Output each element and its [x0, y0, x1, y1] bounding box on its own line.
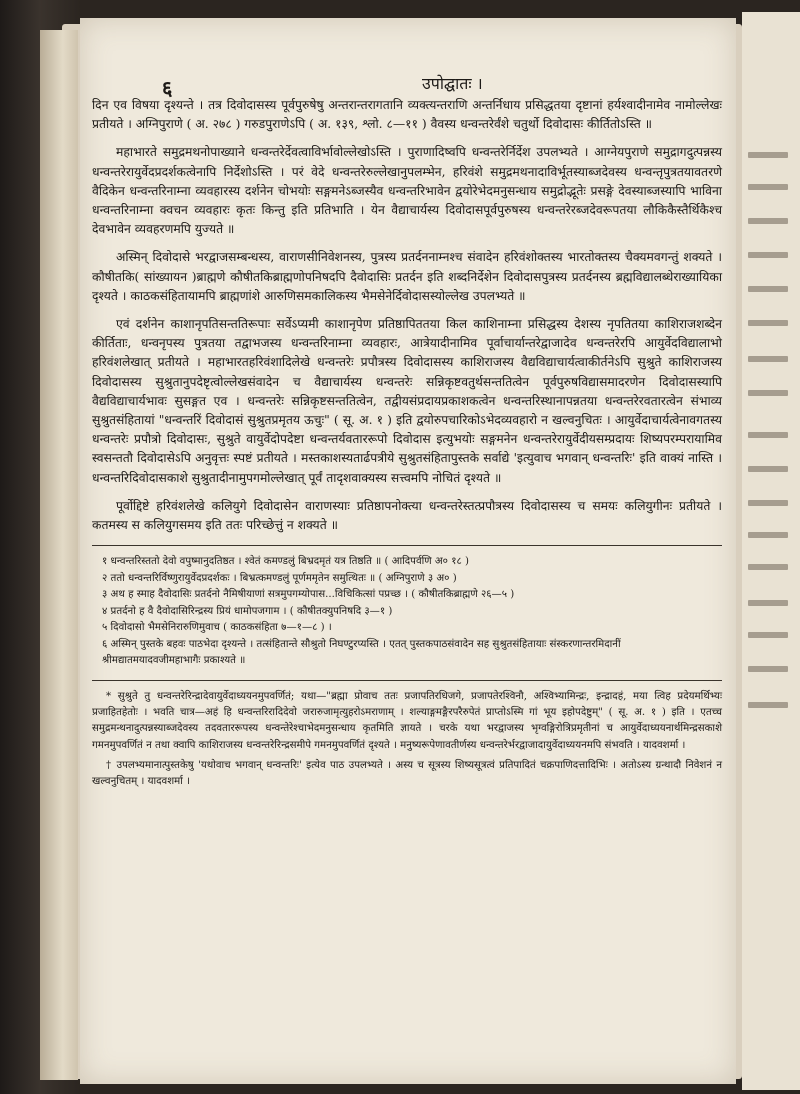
editor-note: * सुश्रुते तु धन्वन्तरेरिन्द्रादेवायुर्वेदाध्ययनमुपवर्णितं; यथा—"ब्रह्मा प्रोवाच ततः प्रजापतिरधिजगे, प्रजापतेरश्विनौ, अश्विभ्यामिन्द्रः, इन्द्रादहं, मया त्विह प्रदेयमर्थिभ्यः प्रजाहितहेतोः । भवति चात्र—अहं हि धन्वन्तरिरादिदेवो जरारुजामृत्युहरोऽमराणाम् । शल्याङ्गमङ्गैरपरैरुपेतं प्राप्तोऽस्मि गां भूय इहोपदेष्टुम्" ( सू. अ. १ ) इति । एतच्च समुद्रमन्थनादुत्पन्नस्याब्जदेवस्य तदवताररूपस्य धन्वन्तेरेश्चाभेदमनुसन्धाय कृतमिति ज्ञायते । चरके यथा भरद्वाजस्य भृग्वङ्गिरोत्रिप्रमृतीनां च आयुर्वेदाध्ययनार्थमिन्द्रसकाशे गमनमुपवर्णितं न तथा क्वापि काशिराजस्य धन्वन्तरेरिन्द्रसमीपे गमनमुपवर्णितं दृश्यते । मनुष्यरूपेणावतीर्णस्य धन्वन्तरेर्भरद्वाजादायुर्वेदाध्ययनमपि संभवति । यादवशर्मा ।: [92, 690, 722, 751]
paragraph: दिन एव विषया दृश्यन्ते । तत्र दिवोदासस्य पूर्वपुरुषेषु अन्तरान्तरागतानि व्यक्त्यन्तराणि अन्तर्निधाय प्रसिद्धतया दृष्टानां हर्यश्वादीनामेव नामोल्लेखः प्रतीयते । अग्निपुराणे ( अ. २७८ ) गरुडपुराणेऽपि ( अ. १३९, श्लो. ८—११ ) वैवस्य धन्वन्तरेर्वंशे चतुर्थो दिवोदासः कीर्तितोऽस्ति ॥: [92, 98, 722, 132]
paragraph: महाभारते समुद्रमथनोपाख्याने धन्वन्तरेर्देवत्वाविर्भावोल्लेखोऽस्ति । पुराणादिष्वपि धन्वन्तरेर्निर्देश उपलभ्यते । आग्नेयपुराणे समुद्रागदुत्पन्नस्य धन्वन्तरेरायुर्वेदप्रदर्शकत्वेनापि निर्देशोऽस्ति । परं वेदे धन्वन्तरेरुल्लेखानुपलम्भेन, हरिवंशे समुद्रमथनादाविर्भूतस्याब्जदेवस्य धन्वन्तृपुत्रतयावतरणे वैदिकेन धन्वन्तरिनाम्ना व्यवहारस्य दर्शनेन चोभयोः सङ्गमनेऽब्जस्यैव धन्वन्तरिभावेन द्वयोरेभेदमनुसन्धाय समुद्रोद्भूतेः प्रसङ्गे देवस्याब्जस्यापि भाविना धन्वन्तरिनाम्ना क्वचन व्यवहारः कृतः किन्तु इति प्रतिभाति । येन वैद्याचार्यस्य दिवोदासपूर्वपुरुषस्य धन्वन्तरेरब्जदेवरूपतया लौकिकैस्तैर्थिकैश्च देवभावेन व्यवहरणमपि युज्यते ॥: [92, 145, 722, 237]
editor-note: † उपलभ्यमानात्पुस्तकेषु 'यथोवाच भगवान् धन्वन्तरिः' इत्येव पाठ उपलभ्यते । अस्य च सूत्रस्य शिष्यसूत्रत्वं प्रतिपादितं चक्रपाणिदत्तादिभिः । अतोऽस्य ग्रन्थादौ निवेशनं न खल्वनुचितम् । यादवशर्मा ।: [92, 759, 722, 788]
paragraph: एवं दर्शनेन काशानृपतिसन्ततिरूपाः सर्वेऽप्यमी काशानृपेण प्रतिष्ठापिततया किल काशिनाम्ना प्रसिद्धस्य देशस्य नृपतितया काशिराजशब्देन कीर्तिताः, धन्वनृपस्य पुत्रतया तद्वाभजस्य धन्वन्तरिनाम्ना व्यवहारः, आत्रेयादीनामिव पूर्वाचार्यान्तरेद्वाजादेव धन्वन्तरेरपि आयुर्वेदविद्यालाभो हरिवंशलेखात् प्रतीयते । महाभारतहरिवंशादिलेखे धन्वन्तरेः प्रपौत्रस्य दिवोदासस्य काशिराजस्य वैद्यविद्याचार्यत्वाकीर्तनेऽपि सुश्रुते काशिराजस्य दिवोदासस्य सुश्रुतानुपदेष्टृत्वोल्लेखसंवादेन च वैद्याचार्यस्य धन्वन्तरेः सन्निकृष्टवतुर्थसन्ततित्वेन पूर्वपुरुषविद्यासमादरणेन दिवोदासस्यापि वैद्यविद्याचार्यभावः सुसङ्गत एव । धन्वन्तरेः सन्निकृष्टसन्ततित्वेन, तद्वीयसंप्रदायप्रकाशकत्वेन धन्वन्तरिस्थानापन्नतया धन्वन्तरेरवतारत्वेन संभाव्य सुश्रुतसंहितायां "धन्वन्तरिं दिवोदासं सुश्रुतप्रमृतय ऊचुः" ( सू. अ. १ ) इति द्वयोरुपचारिकोऽभेदव्यवहारो न खल्वनुचितः । आयुर्वेदाचार्यत्वेनावगतस्य धन्वन्तरेः प्रपौत्रो दिवोदासः, सुश्रुते वायुर्वेदोपदेष्टा धन्वन्तर्यवताररूपो दिवोदास इत्युभयोः सङ्गमनेन धन्वन्तरेरायुर्वेदीयसम्प्रदायः शिष्यपरम्परायामिव स्वसन्ततौ दिवोदासेऽपि अनुवृत्तः स्पष्टं प्रतीयते । मस्तकाशस्यतार्ढपत्रीये सुश्रुतसंहितापुस्तके सर्वाद्ये 'इत्युवाच भगवान् धन्वन्तरिः' इति वाक्यं नास्ति । धन्वन्तरिदिवोदासकाशे सुश्रुतादीनामुपगमोल्लेखात् पूर्वं तादृशवाक्यस्य सत्त्वमपि नोचितं दृश्यते ॥: [92, 317, 722, 485]
note-divider: [92, 680, 722, 681]
paragraph: पूर्वोद्दिष्टे हरिवंशलेखे कलियुगे दिवोदासेन वाराणस्याः प्रतिष्ठापनोक्त्या धन्वन्तरेस्तत्प्रपौत्रस्य दिवोदासस्य च समयः कलियुगीनः प्रतीयते । कतमस्य स कलियुगसमय इति ततः परिच्छेत्तुं न शक्यते ॥: [92, 498, 722, 533]
footnote-divider: [92, 545, 722, 546]
footnote: ६ अस्मिन् पुस्तके बहवः पाठभेदा दृश्यन्ते । तत्संहितान्ते सौश्रुतो निघण्टुरप्यस्ति । एतत् पुस्तकपाठसंवादेन सह सुश्रुतसंहितायाः संस्करणान्तरमिदानीं श्रीमद्यातमयादवजीमहाभागैः प्रकाश्यते ॥: [102, 638, 621, 667]
page-content: [92, 60, 722, 1060]
footnote: २ ततो धन्वन्तरिर्विष्णुरायुर्वेदप्रदर्शकः । बिभ्रत्कमण्डलुं पूर्णममृतेन समुत्थितः ॥ ( अग्निपुराणे ३ अ० ): [102, 572, 457, 584]
footnote-list: [92, 554, 722, 670]
footnote: १ धन्वन्तरिस्ततो देवो वपुष्मानुदतिष्ठत । श्वेतं कमण्डलुं बिभ्रदमृतं यत्र तिष्ठति ॥ ( आदिपर्वणि अ० १८ ): [102, 556, 470, 568]
page-header: [92, 60, 722, 100]
footnote: ४ प्रतर्दनो ह वै दैवोदासिरिन्द्रस्य प्रियं धामोपजगाम । ( कौषीतक्युपनिषदि ३—१ ): [102, 605, 393, 617]
running-title: उपोद्घातः ।: [422, 74, 483, 93]
book-gutter: [40, 30, 78, 1080]
footnote: ३ अथ ह स्माह दैवोदासिः प्रतर्दनो नैमिषीयाणां सत्रमुपगम्योपास...विचिकित्सां पप्रच्छ । ( कौषीतकिब्राह्मणे २६—५ ): [102, 589, 515, 601]
facing-page-edge: [742, 12, 800, 1090]
paragraph: अस्मिन् दिवोदासे भरद्वाजसम्बन्धस्य, वाराणसीनिवेशनस्य, पुत्रस्य प्रतर्दननाम्नश्च संवादेन हरिवंशोक्तस्य भारतोक्तस्य चैक्यमवगन्तुं शक्यते । कौषीतकि( सांख्यायन )ब्राह्मणे कौषीतकिब्राह्मणोपनिषदपि दैवोदासिः प्रतर्दन इति शब्दनिर्देशेन दिवोदासपुत्रस्य प्रतर्दनस्य ब्रह्मविद्यालब्धेराख्यायिका दृश्यते । काठकसंहितायामपि ब्राह्मणांशे आरुणिसमकालिकस्य भैमसेनेर्दिवोदासस्योल्लेख उपलभ्यते ॥: [92, 250, 722, 303]
page-number: ६: [162, 76, 173, 100]
footnote: ५ दिवोदासो भैमसेनिरारुणिमुवाच ( काठकसंहिता ७—१—८ ) ।: [102, 622, 332, 634]
